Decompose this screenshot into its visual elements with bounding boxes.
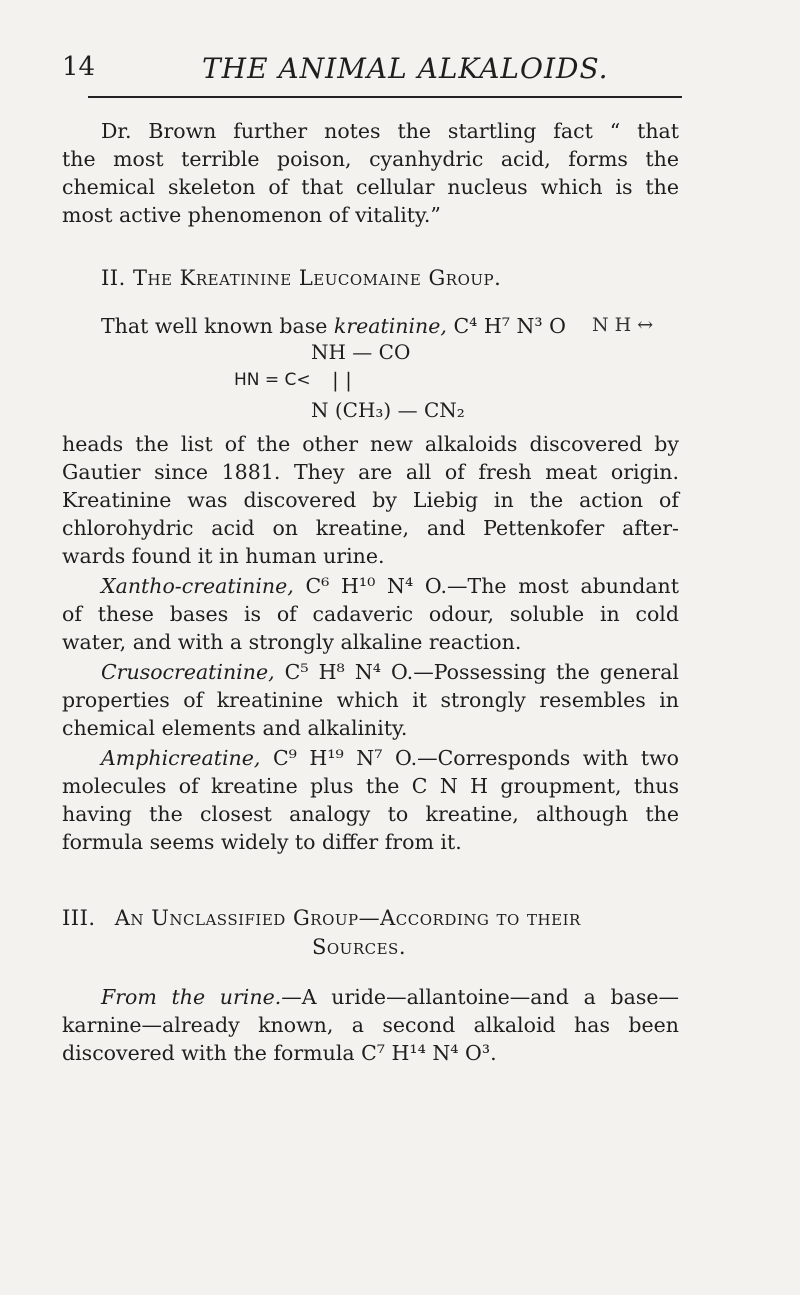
section-3-title-line-2: Sources.: [312, 935, 406, 959]
urine-line-2: karnine—already known, a second alkaloid has been: [62, 1013, 679, 1037]
structure-top: NH — CO: [311, 340, 411, 364]
kreatinine-formula: C⁴ H⁷ N³ O: [453, 314, 566, 338]
structure-bars: | |: [332, 368, 352, 392]
amphi-formula: C⁹ H¹⁹ N⁷ O.: [272, 746, 418, 770]
xantho-rest: —The most abundant: [447, 574, 679, 598]
structure-left: HN = C<: [234, 370, 311, 390]
amphi-line-1: [101, 744, 679, 772]
cruso-formula: C⁵ H⁸ N⁴ O.: [284, 660, 414, 684]
section-2-number: II.: [101, 266, 126, 290]
p2-line-4: chlorohydric acid on kreatine, and Pettenkofer after-: [62, 516, 679, 540]
p2-line-2: Gautier since 1881. They are all of fresh meat origin.: [62, 460, 679, 484]
p1-line-3: chemical skeleton of that cellular nucleus which is the: [62, 175, 679, 199]
amphi-line-4: formula seems widely to differ from it.: [62, 830, 462, 854]
urine-rest: —A uride—allantoine—and a base—: [281, 985, 679, 1009]
urine-line-3: discovered with the formula C⁷ H¹⁴ N⁴ O³.: [62, 1041, 497, 1065]
cruso-line-2: properties of kreatinine which it strongly resembles in: [62, 688, 679, 712]
kreatinine-line: [101, 312, 566, 340]
p2-line-1: heads the list of the other new alkaloids discovered by: [62, 432, 679, 456]
p1-line-1: Dr. Brown further notes the startling fact “ that: [101, 119, 679, 143]
xantho-name: Xantho-creatinine,: [101, 574, 294, 598]
amphi-line-2: molecules of kreatine plus the C N H groupment, thus: [62, 774, 679, 798]
amphi-line-3: having the closest analogy to kreatine, although the: [62, 802, 679, 826]
running-title: THE ANIMAL ALKALOIDS.: [202, 52, 609, 85]
p1-line-2: the most terrible poison, cyanhydric acid, forms the: [62, 147, 679, 171]
kreatinine-lead: That well known base: [101, 314, 334, 338]
cruso-name: Crusocreatinine,: [101, 660, 275, 684]
section-3-title: An Unclassified Group—According to their: [114, 906, 581, 930]
p2-line-3: Kreatinine was discovered by Liebig in the action of: [62, 488, 679, 512]
xantho-formula: C⁶ H¹⁰ N⁴ O.: [305, 574, 448, 598]
p2-line-5: wards found it in human urine.: [62, 544, 385, 568]
xantho-line-3: water, and with a strongly alkaline reaction.: [62, 630, 522, 654]
section-3-number: III.: [62, 906, 96, 930]
kreatinine-name: kreatinine,: [333, 314, 447, 338]
section-2-heading: [101, 266, 501, 290]
cruso-line-3: chemical elements and alkalinity.: [62, 716, 408, 740]
cruso-rest: —Possessing the general: [413, 660, 679, 684]
section-3-heading: [62, 906, 581, 930]
page-number: 14: [62, 52, 96, 82]
amphi-rest: —Corresponds with two: [417, 746, 679, 770]
amphi-name: Amphicreatine,: [101, 746, 261, 770]
p1-line-4: most active phenomenon of vitality.”: [62, 203, 441, 227]
xantho-line-1: [101, 572, 679, 600]
urine-line-1: [101, 983, 679, 1011]
section-2-title: The Kreatinine Leucomaine Group.: [132, 266, 502, 290]
margin-note: N H ↔: [592, 314, 654, 336]
header-rule: [88, 96, 682, 98]
structure-bottom: N (CH₃) — CN₂: [311, 398, 465, 422]
xantho-line-2: of these bases is of cadaveric odour, soluble in cold: [62, 602, 679, 626]
urine-lead: From the urine.: [101, 985, 282, 1009]
running-header: [62, 52, 692, 92]
cruso-line-1: [101, 658, 679, 686]
